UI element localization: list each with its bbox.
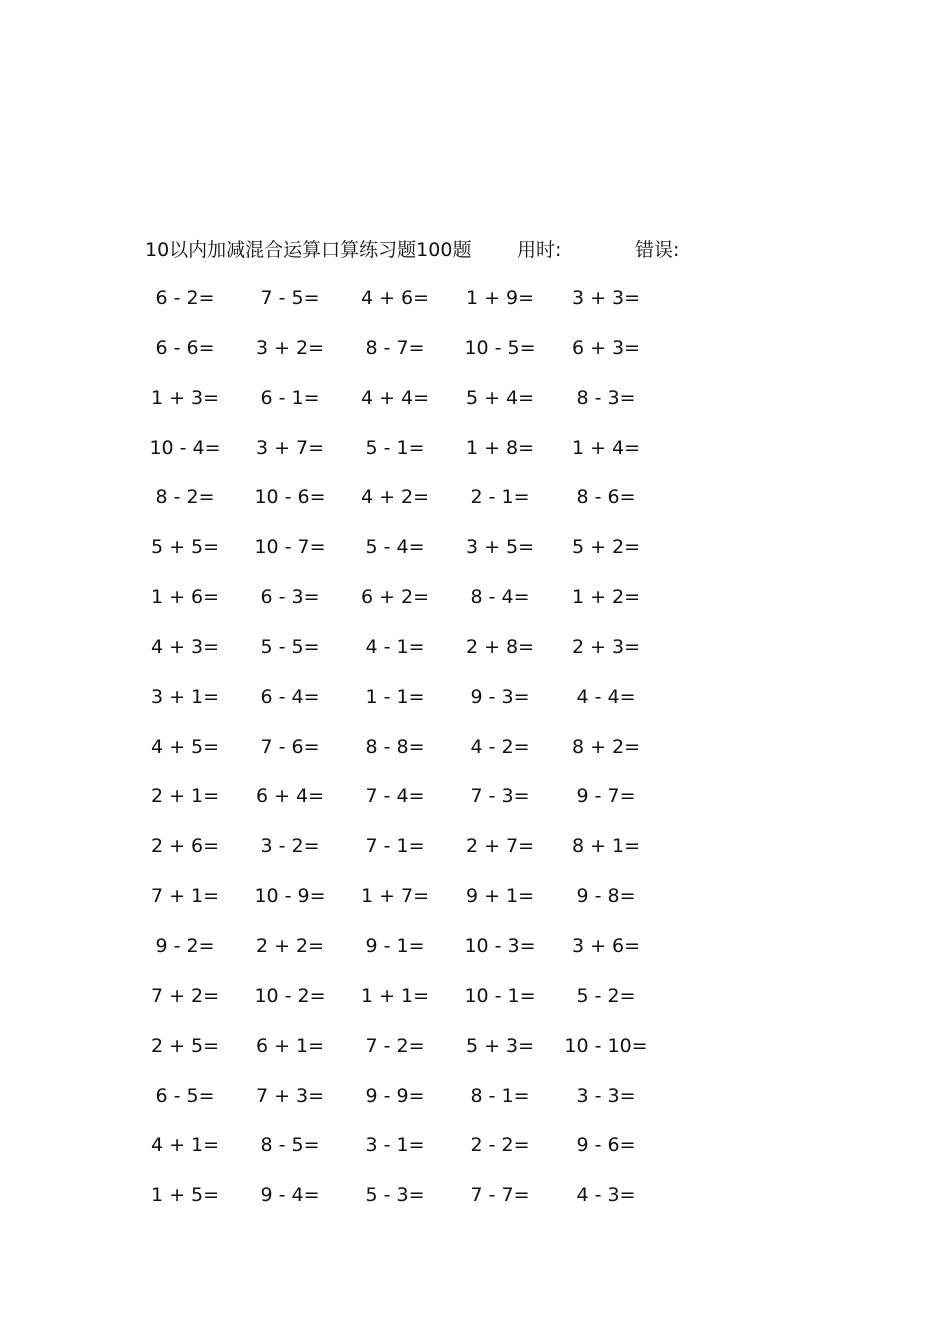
math-problem: 10 - 9= <box>254 885 326 908</box>
math-problem: 5 + 4= <box>465 386 535 409</box>
math-problem: 7 - 1= <box>365 835 425 858</box>
math-problem: 6 - 3= <box>260 586 320 609</box>
math-problem: 6 + 4= <box>255 785 325 808</box>
errors-label: 错误: <box>635 239 680 261</box>
worksheet-title: 10以内加减混合运算口算练习题100题 <box>145 239 472 261</box>
math-problem: 2 + 6= <box>150 835 220 858</box>
math-problem: 4 - 4= <box>576 685 636 708</box>
math-problem: 6 - 5= <box>155 1084 215 1107</box>
math-problem: 9 - 7= <box>576 785 636 808</box>
math-problem: 7 + 1= <box>150 885 220 908</box>
math-problem: 10 - 6= <box>254 486 326 509</box>
math-problem: 5 - 3= <box>365 1184 425 1207</box>
math-problem: 4 - 1= <box>365 635 425 658</box>
math-problem: 8 - 6= <box>576 486 636 509</box>
math-problem: 5 + 2= <box>571 536 641 559</box>
math-problem: 2 + 2= <box>255 934 325 957</box>
math-problem: 9 - 2= <box>155 934 215 957</box>
math-problem: 8 - 4= <box>470 586 530 609</box>
math-problem: 10 - 4= <box>149 436 221 459</box>
math-problem: 2 - 1= <box>470 486 530 509</box>
math-problem: 3 + 3= <box>571 287 641 309</box>
math-problem: 5 - 1= <box>365 436 425 459</box>
math-problem: 1 + 7= <box>360 885 430 908</box>
math-problem: 8 - 1= <box>470 1084 530 1107</box>
math-problem: 7 - 5= <box>260 287 320 309</box>
worksheet-header <box>145 236 679 264</box>
math-problem: 2 + 3= <box>571 635 641 658</box>
math-problem: 5 - 2= <box>576 984 636 1007</box>
math-problem: 10 - 2= <box>254 984 326 1007</box>
math-problem: 10 - 10= <box>564 1034 648 1057</box>
math-problem: 6 - 6= <box>155 336 215 359</box>
math-problem: 3 - 1= <box>365 1134 425 1157</box>
math-problem: 5 + 3= <box>465 1034 535 1057</box>
time-label: 用时: <box>517 239 562 261</box>
math-problem: 7 - 7= <box>470 1184 530 1207</box>
math-problem: 8 - 3= <box>576 386 636 409</box>
math-problem: 2 - 2= <box>470 1134 530 1157</box>
math-problem: 5 - 4= <box>365 536 425 559</box>
math-problem: 8 - 8= <box>365 735 425 758</box>
math-problem: 7 - 3= <box>470 785 530 808</box>
math-problem: 5 - 5= <box>260 635 320 658</box>
math-problem: 4 - 2= <box>470 735 530 758</box>
math-problem: 4 - 3= <box>576 1184 636 1207</box>
math-problem: 10 - 1= <box>464 984 536 1007</box>
math-problem: 3 + 6= <box>571 934 641 957</box>
math-problem: 3 + 5= <box>465 536 535 559</box>
math-problem: 9 - 4= <box>260 1184 320 1207</box>
math-problem: 6 + 3= <box>571 336 641 359</box>
math-problem: 1 + 6= <box>150 586 220 609</box>
math-problem: 4 + 4= <box>360 386 430 409</box>
math-problem: 4 + 5= <box>150 735 220 758</box>
math-problem: 7 + 2= <box>150 984 220 1007</box>
math-problem: 8 - 5= <box>260 1134 320 1157</box>
math-problem: 8 + 2= <box>571 735 641 758</box>
math-problem: 9 - 1= <box>365 934 425 957</box>
math-problem: 6 - 2= <box>155 287 215 309</box>
math-problem: 6 - 1= <box>260 386 320 409</box>
math-problem: 4 + 2= <box>360 486 430 509</box>
math-problem: 10 - 3= <box>464 934 536 957</box>
math-problem: 1 + 1= <box>360 984 430 1007</box>
math-problem: 2 + 7= <box>465 835 535 858</box>
math-problem: 9 - 3= <box>470 685 530 708</box>
math-problem: 3 + 1= <box>150 685 220 708</box>
math-problem: 7 + 3= <box>255 1084 325 1107</box>
math-problem: 9 - 6= <box>576 1134 636 1157</box>
math-problem: 7 - 2= <box>365 1034 425 1057</box>
math-problem: 2 + 1= <box>150 785 220 808</box>
math-problem: 1 + 2= <box>571 586 641 609</box>
math-problem: 1 - 1= <box>365 685 425 708</box>
math-problem: 1 + 8= <box>465 436 535 459</box>
math-problem: 5 + 5= <box>150 536 220 559</box>
math-problem: 10 - 7= <box>254 536 326 559</box>
math-problem: 1 + 9= <box>465 287 535 309</box>
math-problem: 4 + 1= <box>150 1134 220 1157</box>
math-problem: 1 + 5= <box>150 1184 220 1207</box>
math-problem: 10 - 5= <box>464 336 536 359</box>
math-problem: 3 - 3= <box>576 1084 636 1107</box>
math-problem: 8 - 2= <box>155 486 215 509</box>
math-problem: 2 + 8= <box>465 635 535 658</box>
math-problem: 3 + 2= <box>255 336 325 359</box>
math-problem: 2 + 5= <box>150 1034 220 1057</box>
math-problem: 8 + 1= <box>571 835 641 858</box>
math-problem: 6 + 1= <box>255 1034 325 1057</box>
math-problem: 8 - 7= <box>365 336 425 359</box>
math-problem: 9 - 9= <box>365 1084 425 1107</box>
math-problem: 4 + 3= <box>150 635 220 658</box>
math-problem: 3 + 7= <box>255 436 325 459</box>
math-problem: 9 + 1= <box>465 885 535 908</box>
math-problem: 4 + 6= <box>360 287 430 309</box>
math-problem: 1 + 3= <box>150 386 220 409</box>
math-problem: 3 - 2= <box>260 835 320 858</box>
math-problem: 6 - 4= <box>260 685 320 708</box>
math-problem: 6 + 2= <box>360 586 430 609</box>
math-problem: 9 - 8= <box>576 885 636 908</box>
math-problem: 7 - 6= <box>260 735 320 758</box>
math-problem: 7 - 4= <box>365 785 425 808</box>
math-problem: 1 + 4= <box>571 436 641 459</box>
